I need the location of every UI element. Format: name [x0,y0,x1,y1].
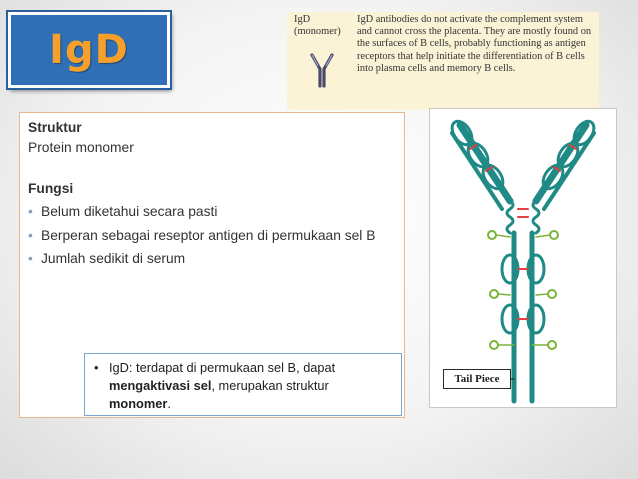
note-callout [84,353,402,416]
note-text-2: , merupakan struktur [211,378,329,393]
igd-structure-diagram [429,108,617,408]
title-box [8,12,170,88]
list-item: • Berperan sebagai reseptor antigen di permukaan sel B [28,227,398,246]
tail-piece-label: Tail Piece [443,369,511,389]
list-item: • Belum diketahui secara pasti [28,203,398,222]
function-list [28,203,398,269]
note-text-1: IgD: terdapat di permukaan sel B, dapat [109,360,336,375]
antibody-illustration [430,109,616,407]
function-heading: Fungsi [28,181,74,196]
excerpt-label: IgD (monomer) [294,14,341,38]
note-bold-2: monomer [109,396,168,411]
slide-title: IgD [49,27,129,73]
structure-text: Protein monomer [28,140,134,155]
bullet-dot: • [94,360,99,375]
excerpt-text: IgD antibodies do not activate the complement system and cannot cross the placenta. They are mostly found on the surfaces of B cells, probably functioning as antigen receptors that help initiate the differentiation of B cells into plasma cells and memory B cells. [357,14,592,74]
structure-heading: Struktur [28,120,82,135]
igd-monomer-icon [309,52,335,88]
note-text-3: . [167,396,171,411]
note-bold-1: mengaktivasi sel [109,378,212,393]
list-item: • Jumlah sedikit di serum [28,250,398,269]
textbook-excerpt [287,12,599,110]
